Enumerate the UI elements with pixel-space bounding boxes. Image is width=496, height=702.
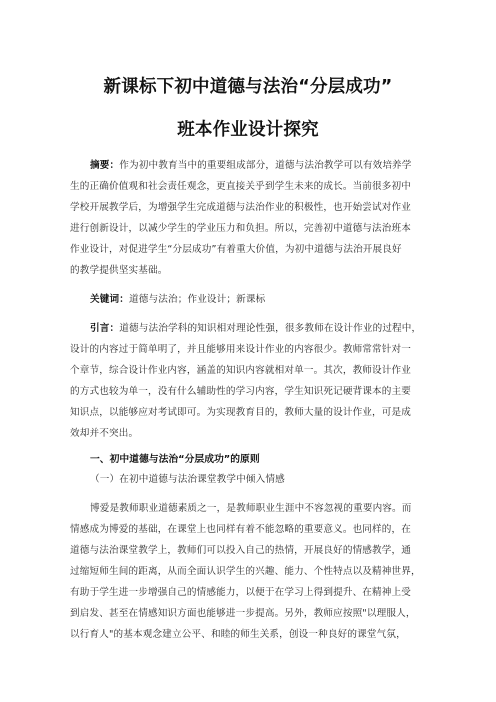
intro-line-2: 设计的内容过于简单明了，并且能够用来设计作业的内容很少。教师常常针对一: [70, 344, 412, 355]
abstract-line-5: 作业设计，对促进学生“分层成功”有着重大价值，为初中道德与法治开展良好: [70, 244, 402, 255]
intro-line-4: 的方式也较为单一，没有什么辅助性的学习内容，学生知识死记硬背课本的主要: [70, 386, 412, 397]
abstract-line-1: [90, 159, 412, 172]
keywords-text: 道德与法治；作业设计；新课标: [128, 294, 266, 305]
abstract-line-3: 学校开展教学后，为增强学生完成道德与法治作业的积极性，也开始尝试对作业: [70, 202, 412, 213]
section-line-7: 以行育人"的基本观念建立公平、和睦的师生关系，创设一种良好的课堂气氛，: [70, 629, 406, 640]
document-title-line1: 新课标下初中道德与法治“分层成功”: [103, 77, 393, 97]
section-line-6: 到启发、甚至在情感知识方面也能够进一步提高。另外，教师应按照"以理服人，: [70, 608, 416, 619]
abstract-line-2: 生的正确价值观和社会责任观念，更直接关乎到学生未来的成长。当前很多初中: [70, 181, 412, 192]
intro-line-1: [90, 322, 421, 335]
section-line-2: 情感成为博爱的基础，在课堂上也同样有着不能忽略的重要意义。也同样的，在: [70, 524, 412, 535]
keywords-label: 关键词：: [90, 294, 129, 305]
abstract-label: 摘要：: [90, 160, 120, 171]
intro-line-6: 效却并不突出。: [70, 428, 139, 439]
section-line-3: 道德与法治课堂教学上，教师们可以投入自己的热情，开展良好的情感教学，通: [70, 545, 412, 556]
section-line-1: 博爱是教师职业道德素质之一，是教师职业生涯中不容忽视的重要内容。而: [90, 503, 412, 514]
keywords-line: [90, 293, 265, 306]
intro-line-3: 个章节，综合设计作业内容，涵盖的知识内容就相对单一。其次，教师设计作业: [70, 365, 412, 376]
intro-text-1: 道德与法治学科的知识相对理论性强，很多教师在设计作业的过程中，: [119, 323, 422, 334]
section-heading: 一、初中道德与法治“分层成功”的原则: [90, 454, 260, 465]
intro-line-5: 知识点，以能够应对考试即可。为实现教育目的，教师大量的设计作业，可是成: [70, 407, 412, 418]
document-title-line2: 班本作业设计探究: [177, 120, 319, 140]
section-line-5: 有助于学生进一步增强自己的情感能力，以便于在学习上得到提升、在精神上受: [70, 587, 412, 598]
abstract-line-6: 的教学提供坚实基础。: [70, 265, 168, 276]
section-subheading: （一）在初中道德与法治课堂教学中倾入情感: [90, 474, 285, 485]
intro-label: 引言：: [90, 323, 120, 334]
section-line-4: 过缩短师生间的距离，从而全面认识学生的兴趣、能力、个性特点以及精神世界，: [70, 566, 421, 577]
abstract-line-4: 进行创新设计，以减少学生的学业压力和负担。所以，完善初中道德与法治班本: [70, 223, 412, 234]
abstract-text-1: 作为初中教育当中的重要组成部分，道德与法治教学可以有效培养学: [119, 160, 412, 171]
